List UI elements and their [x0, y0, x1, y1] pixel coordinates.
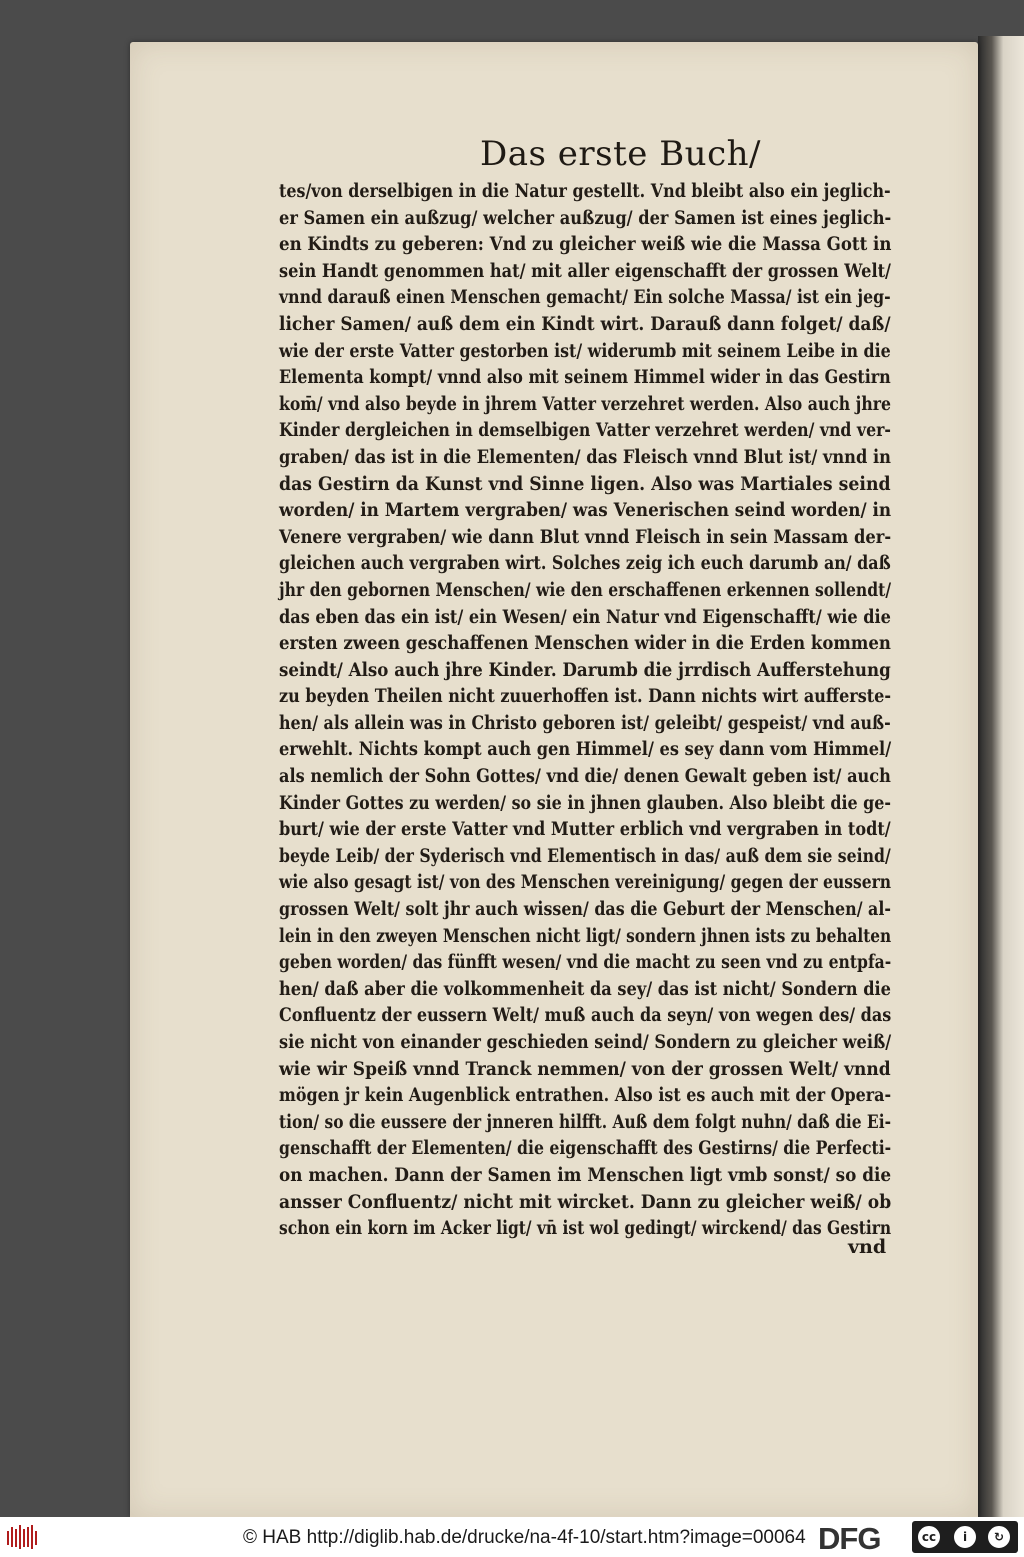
hab-logo-icon [6, 1523, 40, 1551]
text-line: das Gestirn da Kunst vnd Sinne ligen. Also was Martiales seind [279, 472, 891, 495]
text-line: grossen Welt/ solt jhr auch wissen/ das die Geburt der Menschen/ al- [279, 898, 891, 921]
by-icon: i [952, 1524, 978, 1550]
text-line: geben worden/ das fünfft wesen/ vnd die macht zu seen vnd zu entpfa- [279, 951, 892, 974]
text-line: Elementa kompt/ vnnd also mit seinem Himmel wider in das Gestirn [279, 366, 891, 389]
text-line: graben/ das ist in die Elementen/ das Fleisch vnnd Blut ist/ vnnd in [279, 445, 891, 468]
text-line: Venere vergraben/ wie dann Blut vnnd Fleisch in sein Massam der- [279, 525, 892, 548]
text-line: Kinder dergleichen in demselbigen Vatter verzehret werden/ vnd ver- [279, 419, 891, 442]
text-line: ersten zween geschaffenen Menschen wider in die Erden kommen [279, 632, 891, 655]
text-line: er Samen ein außzug/ welcher außzug/ der Samen ist eines jeglich- [279, 206, 892, 229]
text-line: wie der erste Vatter gestorben ist/ widerumb mit seinem Leibe in die [279, 339, 891, 362]
text-line: burt/ wie der erste Vatter vnd Mutter erblich vnd vergraben in todt/ [279, 818, 891, 841]
text-line: schon ein korn im Acker ligt/ vn̄ ist wol gedingt/ wirckend/ das Gestirn [279, 1217, 892, 1240]
text-line: hen/ als allein was in Christo geboren ist/ geleibt/ gespeist/ vnd auß- [279, 711, 891, 734]
text-line: genschafft der Elementen/ die eigenschafft des Gestirns/ die Perfecti- [279, 1137, 892, 1160]
footer-bar [0, 1517, 1024, 1557]
text-line: ansser Confluentz/ nicht mit wircket. Dann zu gleicher weiß/ ob [279, 1190, 892, 1213]
text-line: worden/ in Martem vergraben/ was Venerischen seind worden/ in [279, 499, 892, 522]
text-line: als nemlich der Sohn Gottes/ vnd die/ denen Gewalt geben ist/ auch [279, 765, 891, 788]
sa-icon: ↻ [986, 1524, 1012, 1550]
cc-icon: cc [916, 1524, 942, 1550]
text-line: sie nicht von einander geschieden seind/ Sondern zu gleicher weiß/ [279, 1031, 892, 1053]
running-head: Das erste Buch/ [480, 134, 761, 174]
text-line: mögen jr kein Augenblick entrathen. Also ist es auch mit der Opera- [279, 1084, 892, 1107]
text-line: Kinder Gottes zu werden/ so sie in jhnen glauben. Also bleibt die ge- [279, 791, 892, 814]
text-line: en Kindts zu geberen: Vnd zu gleicher weiß wie die Massa Gott in [279, 233, 892, 256]
text-line: wie wir Speiß vnnd Tranck nemmen/ von der grossen Welt/ vnnd [279, 1057, 891, 1080]
text-line: seindt/ Also auch jhre Kinder. Darumb die jrrdisch Aufferstehung [279, 658, 891, 681]
text-line: lein in den zweyen Menschen nicht ligt/ sondern jhnen ists zu behalten [279, 924, 892, 947]
text-line: zu beyden Theilen nicht zuuerhoffen ist. Dann nichts wirt aufferste- [279, 685, 892, 708]
body-text [279, 178, 897, 1242]
text-line: on machen. Dann der Samen im Menschen ligt vmb sonst/ so die [279, 1163, 892, 1186]
text-line: hen/ daß aber die volkommenheit da sey/ das ist nicht/ Sondern die [279, 977, 891, 1000]
text-line: wie also gesagt ist/ von des Menschen vereinigung/ gegen der eussern [279, 871, 892, 894]
text-line: das eben das ein ist/ ein Wesen/ ein Natur vnd Eigenschafft/ wie die [279, 605, 891, 628]
book-edge [978, 36, 1024, 1517]
text-line: vnnd darauß einen Menschen gemacht/ Ein solche Massa/ ist ein jeg- [279, 286, 891, 309]
text-line: Confluentz der eussern Welt/ muß auch da seyn/ von wegen des/ das [279, 1004, 892, 1027]
catchword: vnd [848, 1236, 887, 1258]
text-line: tes/von derselbigen in die Natur gestellt. Vnd bleibt also ein jeglich- [279, 180, 891, 202]
text-line: sein Handt genommen hat/ mit aller eigenschafft der grossen Welt/ [279, 259, 891, 282]
cc-license-badge[interactable] [912, 1521, 1018, 1553]
text-line: licher Samen/ auß dem ein Kindt wirt. Darauß dann folget/ daß/ [279, 312, 891, 335]
text-line: jhr den gebornen Menschen/ wie den erschaffenen erkennen sollendt/ [279, 578, 892, 601]
text-line: gleichen auch vergraben wirt. Solches zeig ich euch darumb an/ daß [279, 552, 891, 575]
text-line: erwehlt. Nichts kompt auch gen Himmel/ es sey dann vom Himmel/ [279, 738, 892, 761]
text-line: kom̄/ vnd also beyde in jhrem Vatter verzehret werden. Also auch jhre [279, 392, 891, 415]
text-line: tion/ so die eussere der jnneren hilfft. Auß dem folgt nuhn/ daß die Ei- [279, 1110, 891, 1133]
source-link[interactable]: © HAB http://diglib.hab.de/drucke/na-4f-10/start.htm?image=00064 [243, 1527, 806, 1548]
text-line: beyde Leib/ der Syderisch vnd Elementisch in das/ auß dem sie seind/ [279, 844, 891, 867]
dfg-logo: DFG [818, 1521, 881, 1556]
